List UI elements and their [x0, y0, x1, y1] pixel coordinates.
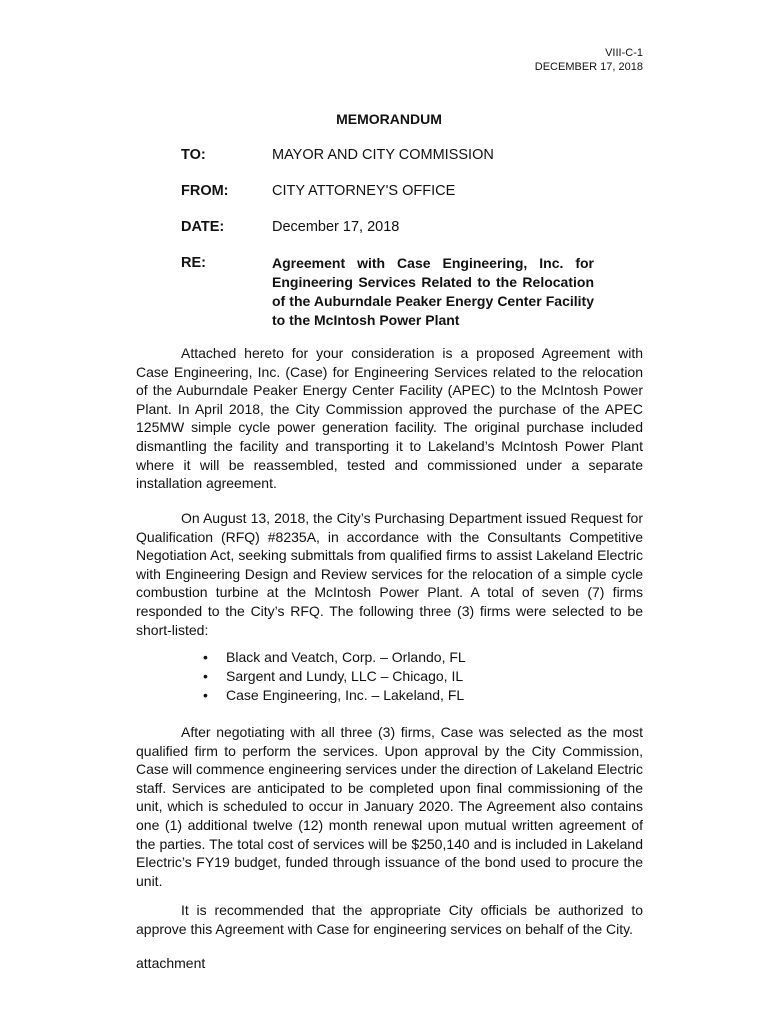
from-label: FROM: [181, 183, 229, 199]
list-item: • Case Engineering, Inc. – Lakeland, FL [203, 686, 466, 705]
agenda-item-code: VIII-C-1 [605, 47, 643, 59]
date-value: December 17, 2018 [272, 219, 400, 235]
to-label: TO: [181, 147, 206, 163]
memo-title: MEMORANDUM [336, 111, 442, 127]
re-subject: Agreement with Case Engineering, Inc. for Engineering Services Related to the Relocation of the Auburndale Peaker Energy Center Facility to the McIntosh Power Plant [272, 255, 594, 328]
list-item: • Black and Veatch, Corp. – Orlando, FL [203, 648, 466, 667]
paragraph-rfq: On August 13, 2018, the City’s Purchasing Department issued Request for Qualification (RFQ) #8235A, in accordance with the Consultants Competitive Negotiation Act, seeking submittals from qualified firms to assist Lakeland Electric with Engineering Design and Review services for the relocation of a simple cycle combustion turbine at the McIntosh Power Plant. A total of seven (7) firms responded to the City’s RFQ. The following three (3) firms were selected to be short-listed: [136, 510, 643, 638]
from-value: CITY ATTORNEY'S OFFICE [272, 183, 456, 199]
attachment-note: attachment [136, 955, 206, 971]
paragraph-intro: Attached hereto for your consideration is a proposed Agreement with Case Engineering, Inc. (Case) for Engineering Services related to the relocation of the Auburndale Peaker Energy Center Facility (APEC) to the McIntosh Power Plant. In April 2018, the City Commission approved the purchase of the APEC 125MW simple cycle power generation facility. The original purchase included dismantling the facility and transporting it to Lakeland’s McIntosh Power Plant where it will be reassembled, tested and commissioned under a separate installation agreement. [136, 345, 643, 492]
date-label: DATE: [181, 219, 225, 235]
list-item: • Sargent and Lundy, LLC – Chicago, IL [203, 667, 466, 686]
paragraph-selection: After negotiating with all three (3) firms, Case was selected as the most qualified firm to perform the services. Upon approval by the City Commission, Case will commence engineering services under the direction of Lakeland Electric staff. Services are anticipated to be completed upon final commissioning of the unit, which is scheduled to occur in January 2020. The Agreement also contains one (1) additional twelve (12) month renewal upon mutual written agreement of the parties. The total cost of services will be $250,140 and is included in Lakeland Electric’s FY19 budget, funded through issuance of the bond used to procure the unit. [136, 724, 643, 889]
re-label: RE: [181, 255, 206, 271]
to-value: MAYOR AND CITY COMMISSION [272, 147, 494, 163]
shortlisted-firms-list [203, 648, 466, 705]
header-date: DECEMBER 17, 2018 [534, 61, 643, 73]
paragraph-recommendation: It is recommended that the appropriate City officials be authorized to approve this Agreement with Case for engineering services on behalf of the City. [136, 902, 643, 937]
